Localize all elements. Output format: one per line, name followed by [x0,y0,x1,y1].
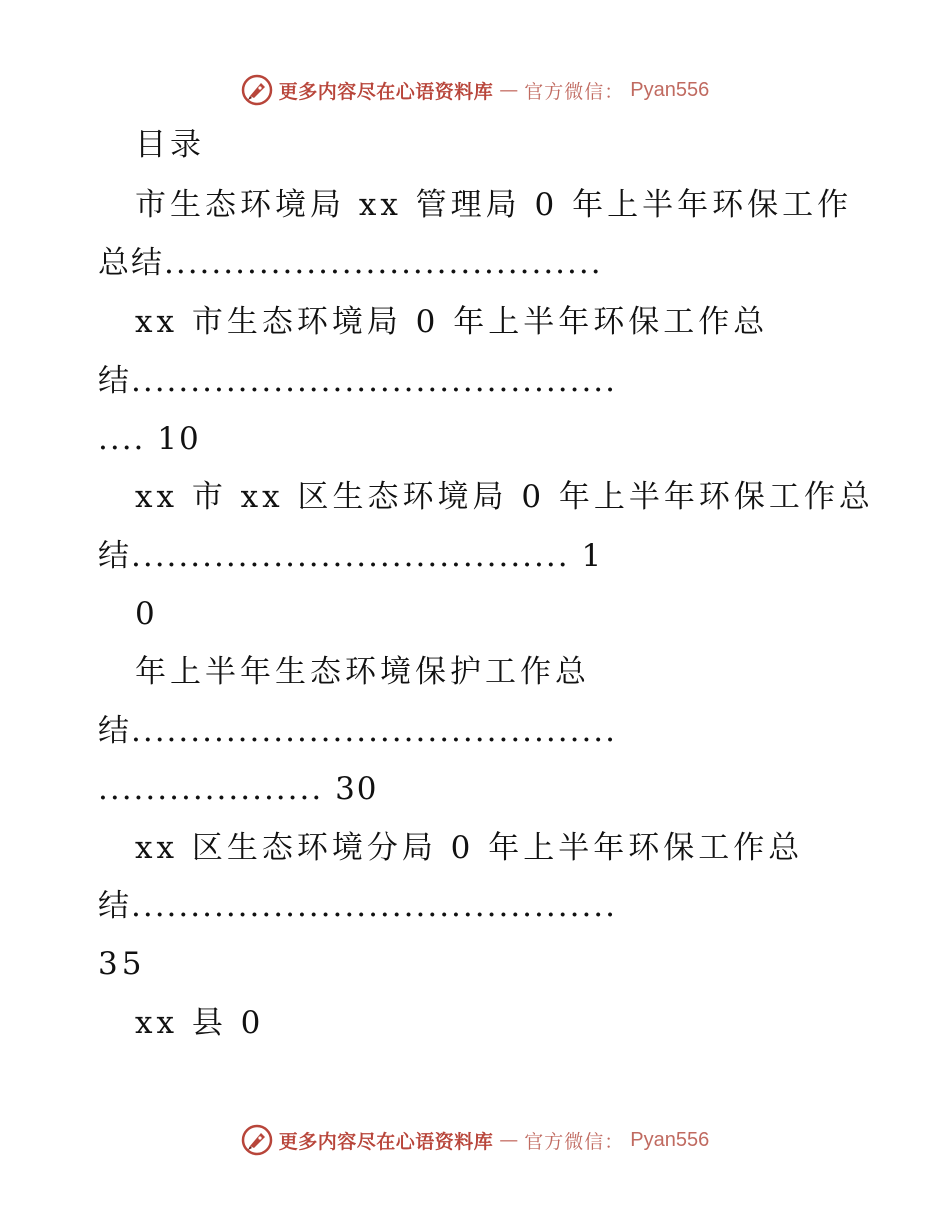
toc-line: ................... 30 [98,771,379,807]
watermark-sub-text: 官方微信： [524,1130,625,1153]
toc-line: 结......................................... [98,713,618,749]
toc-line: 0 [135,596,159,632]
toc-line: 35 [98,946,146,982]
watermark-separator: — [499,79,519,101]
toc-line: .... 10 [98,421,201,457]
toc-line: 结..................................... 1 [98,538,604,574]
toc-line: xx 县 0 [135,1005,265,1041]
toc-line: xx 市 xx 区生态环境局 0 年上半年环保工作总 [135,479,874,515]
toc-line: 结......................................... [98,888,618,924]
toc-line: 结......................................... [98,363,618,399]
toc-line: xx 区生态环境分局 0 年上半年环保工作总 [135,830,804,866]
watermark-sub-text: 官方微信： [524,80,625,103]
pen-nib-logo-icon [241,1124,273,1156]
toc-heading: 目录 [135,127,205,163]
toc-line: 年上半年生态环境保护工作总 [135,654,590,690]
pen-nib-logo-icon [241,74,273,106]
toc-line: xx 市生态环境局 0 年上半年环保工作总 [135,304,769,340]
watermark-separator: — [499,1129,519,1151]
toc-line: 总结..................................... [98,245,603,281]
toc-line: 市生态环境局 xx 管理局 0 年上半年环保工作 [135,187,853,223]
watermark-main-text: 更多内容尽在心语资料库 [278,80,494,103]
watermark-main-text: 更多内容尽在心语资料库 [278,1130,494,1153]
watermark-banner-top [0,70,950,110]
watermark-id-text: Pyan556 [630,78,710,101]
watermark-banner-bottom [0,1120,950,1160]
watermark-id-text: Pyan556 [630,1128,710,1151]
